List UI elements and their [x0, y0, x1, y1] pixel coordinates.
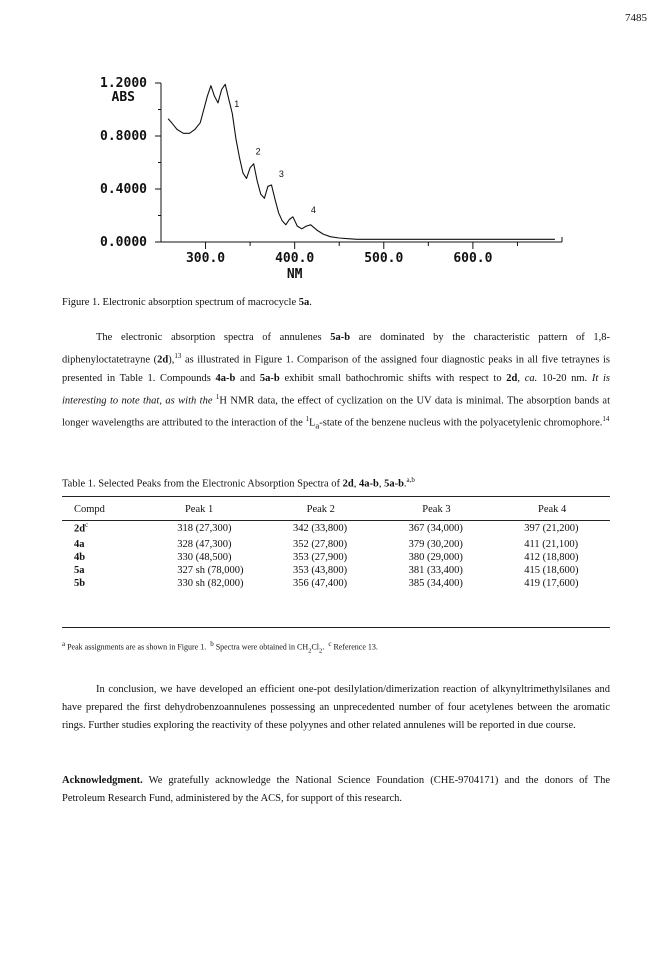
peak-cell: 352 (27,800) — [292, 539, 348, 550]
chart-tick-labels — [100, 76, 493, 282]
x-tick-label: 600.0 — [453, 251, 493, 266]
figure-caption — [62, 297, 312, 308]
uv-spectrum-chart — [60, 75, 580, 290]
table-row — [62, 518, 610, 538]
peak-label: 2 — [255, 146, 261, 157]
peak-cell: 353 (43,800) — [292, 565, 348, 576]
header-compd: Compd — [74, 503, 105, 515]
peak-label: 3 — [278, 169, 284, 180]
peak-cell: 330 sh (82,000) — [177, 578, 244, 589]
y-tick-label: 0.0000 — [100, 235, 147, 250]
compound-cell: $2d^c$ — [74, 521, 89, 535]
caption-compound: 5a — [298, 297, 310, 308]
x-tick-label: 500.0 — [364, 251, 404, 266]
compound-cell: 5a — [74, 565, 85, 576]
peak-cell: 318 (27,300) — [177, 522, 232, 534]
x-tick-label: 400.0 — [275, 251, 315, 266]
caption-text: Figure 1. Electronic absorption spectrum of macrocycle — [62, 297, 299, 308]
page-number: 7485 — [625, 12, 647, 24]
peak-cell: 415 (18,600) — [524, 565, 579, 576]
peak-cell: 397 (21,200) — [524, 522, 579, 534]
header-peak-2: Peak 2 — [306, 503, 335, 515]
header-peak-4: Peak 4 — [537, 503, 567, 515]
chart-axes — [155, 83, 562, 249]
peak-cell: 367 (34,000) — [408, 522, 463, 534]
peak-cell: 381 (33,400) — [408, 565, 463, 576]
x-tick-label: 300.0 — [185, 251, 226, 266]
paragraph-uv-discussion: The electronic absorption spectra of annulenes 5a-b are dominated by the characteristic pattern of 1,8-diphenyloctatetrayne (2d),$^{13}$ as illustrated in Figure 1. Comparison of the assigned four diagnostic peaks in all five tetraynes is presented in Table 1. Compounds 4a-b and 5a-b exhibit small bathochromic shifts with respect to 2d, ca. 10-20 nm. It is interesting to note that, as with the $^1$H NMR data, the effect of cyclization on the UV data is minimal. The absorption bands at longer wavelengths are attributed to the interaction of the $^1L_a$-state of the benzene nucleus with the polyacetylenic chromophore.$^{14}$ — [62, 332, 611, 431]
header-peak-3: Peak 3 — [422, 503, 451, 515]
table-header-row — [62, 500, 610, 518]
peak-cell: 385 (34,400) — [408, 578, 463, 589]
table-row — [62, 564, 610, 577]
table-caption: Table 1. Selected Peaks from the Electronic Absorption Spectra of 2d, 4a-b, 5a-b.$^{a,b}$ — [62, 476, 415, 490]
y-tick-label: 0.8000 — [100, 129, 147, 144]
acknowledgment — [62, 772, 610, 808]
y-tick-label: 0.4000 — [100, 182, 147, 197]
paragraph-conclusion: In conclusion, we have developed an efficient one-pot desilylation/dimerization reaction of alkynyltrimethylsilanes and have prepared the first dehydrobenzoannulenes possessing an unprecedented number of four acetylenes between the aromatic rings. Further studies exploring the reactivity of these polyynes and other related annulenes will be reported in due course. — [62, 684, 610, 731]
compound-cell: 4a — [74, 539, 85, 550]
acknowledgment-heading: Acknowledgment. — [62, 775, 143, 786]
peak-cell: 330 (48,500) — [177, 552, 232, 563]
table-row — [62, 551, 610, 564]
table-row — [62, 577, 610, 590]
peak-cell: 342 (33,800) — [292, 522, 348, 534]
table-bottom-rule — [62, 627, 610, 628]
peak-cell: 379 (30,200) — [408, 539, 463, 550]
peak-label: 1 — [234, 98, 240, 109]
table-top-rule — [62, 496, 610, 497]
table-row — [62, 538, 610, 551]
peaks-table — [62, 500, 610, 590]
peak-cell: 328 (47,300) — [177, 539, 232, 550]
compound-cell: 4b — [74, 552, 86, 563]
peak-cell: 380 (29,000) — [408, 552, 463, 563]
spectrum-series — [168, 84, 555, 239]
peak-cell: 356 (47,400) — [292, 578, 348, 589]
x-axis-label: NM — [286, 267, 303, 282]
table-footnotes: $^a$ Peak assignments are as shown in Figure 1. $^b$ Spectra were obtained in $CH_2Cl_2$. $^c$ Reference 13. — [62, 640, 378, 655]
compound-cell: 5b — [74, 578, 86, 589]
caption-end: . — [309, 297, 312, 308]
peak-cell: 353 (27,900) — [292, 552, 348, 563]
acknowledgment-text: We gratefully acknowledge the National Science Foundation (CHE-9704171) and the donors of The Petroleum Research Fund, administered by the ACS, for support of this research. — [62, 775, 610, 804]
peak-cell: 411 (21,100) — [524, 539, 579, 550]
y-tick-label: 1.2000 — [100, 76, 147, 91]
peak-cell: 412 (18,800) — [524, 552, 579, 563]
peak-cell: 327 sh (78,000) — [177, 565, 244, 576]
spectrum-line — [168, 84, 555, 239]
peak-label: 4 — [310, 204, 316, 215]
header-peak-1: Peak 1 — [184, 503, 214, 515]
y-axis-label: ABS — [111, 90, 135, 105]
table-body — [62, 518, 610, 590]
peak-cell: 419 (17,600) — [524, 578, 579, 589]
